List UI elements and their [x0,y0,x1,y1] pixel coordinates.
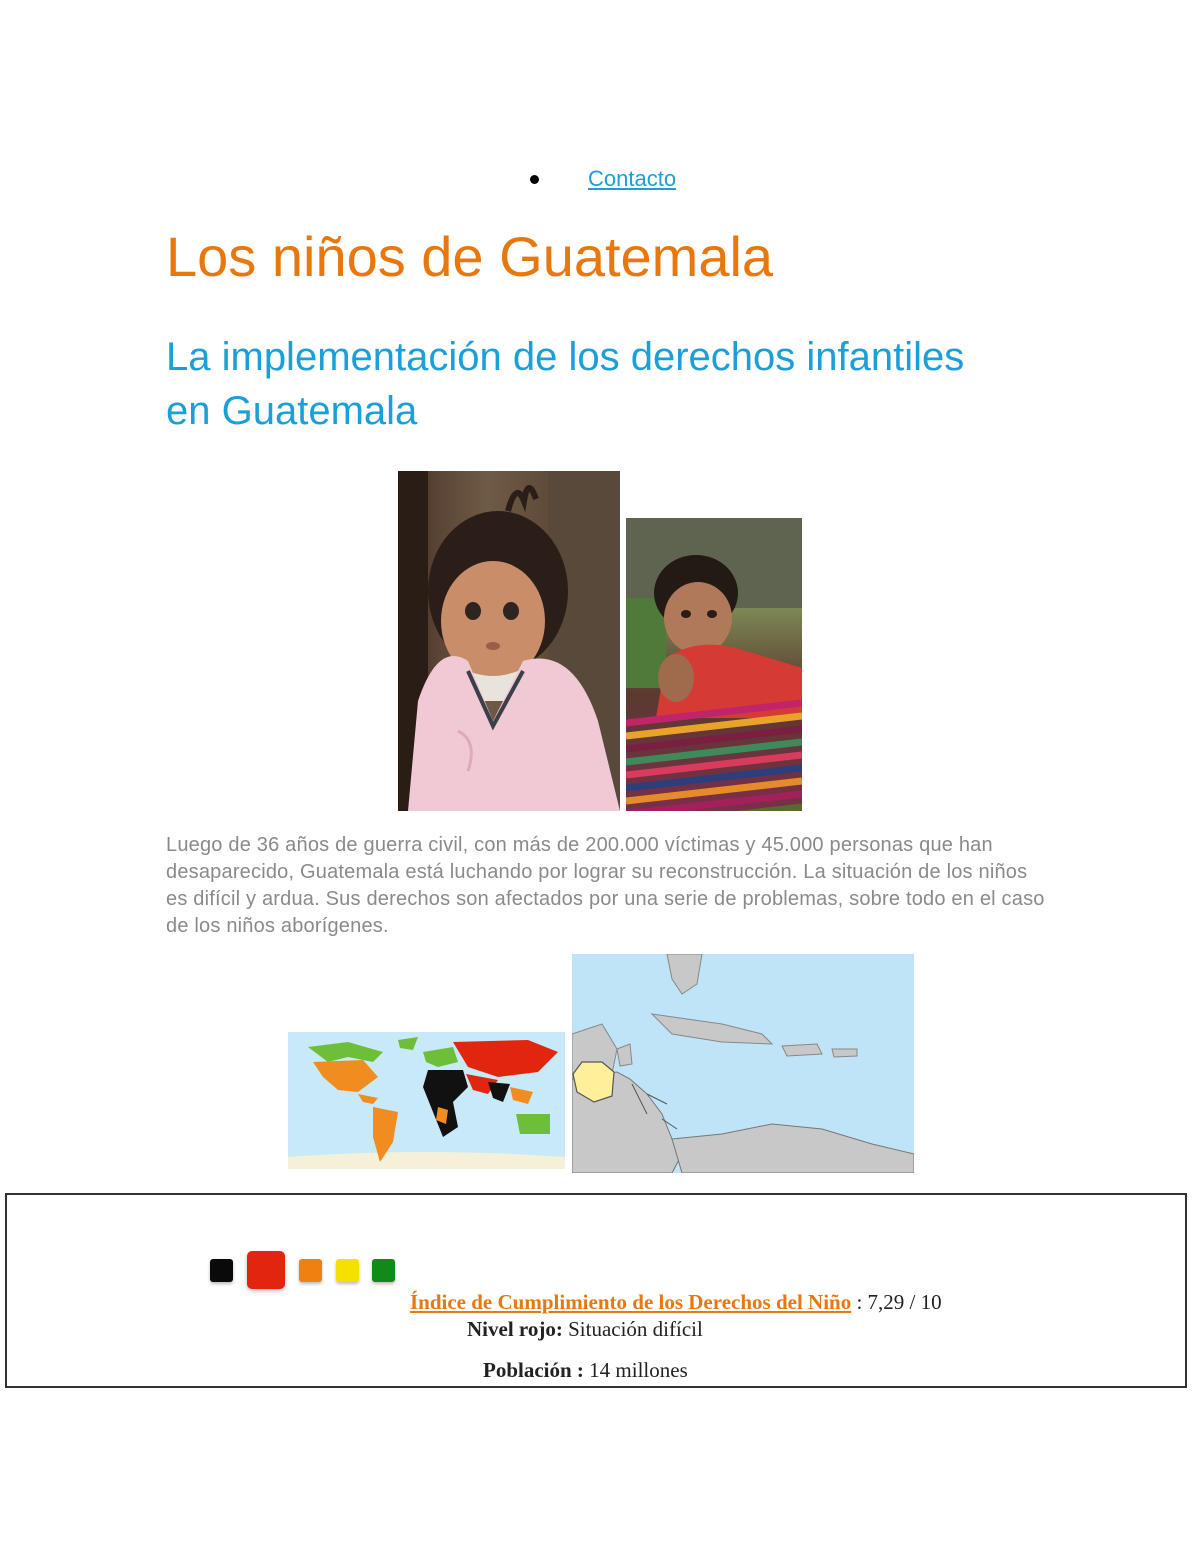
scale-square-black [210,1259,233,1282]
population-line [483,1358,688,1383]
level-line [467,1317,703,1342]
intro-paragraph: Luego de 36 años de guerra civil, con más de 200.000 víctimas y 45.000 personas que han desaparecido, Guatemala está luchando por lograr su reconstrucción. La situación de los niños es difícil y ardua. Sus derechos son afectados por una serie de problemas, sobre todo en el caso de los niños aborígenes. [166,834,1045,937]
scale-square-green [372,1259,395,1282]
photo-girl-pink-hoodie [398,471,620,811]
level-label: Nivel rojo: [467,1317,563,1341]
contact-link[interactable]: Contacto [588,166,677,191]
rights-index-infobox [5,1193,1187,1388]
population-label: Población : [483,1358,584,1382]
level-value: Situación difícil [562,1317,703,1341]
scale-square-red-current [247,1251,285,1289]
world-map [288,1032,565,1169]
page-subtitle: La implementación de los derechos infantiles en Guatemala [166,335,965,433]
population-value: 14 millones [583,1358,688,1382]
regional-map-illustration [572,954,914,1173]
regional-map-guatemala [572,954,914,1173]
scale-square-orange [299,1259,322,1282]
rights-index-value: : 7,29 / 10 [851,1290,942,1314]
photo-child-illustration [626,518,802,811]
photo-girl-illustration [398,471,620,811]
rights-index-link[interactable]: Índice de Cumplimiento de los Derechos del Niño [410,1290,852,1314]
photo-child-woven-fabric [626,518,802,811]
rights-index-line [410,1290,942,1315]
bullet-icon [530,175,539,184]
page-title: Los niños de Guatemala [166,225,774,288]
scale-square-yellow [336,1259,359,1282]
world-map-illustration [288,1032,565,1169]
